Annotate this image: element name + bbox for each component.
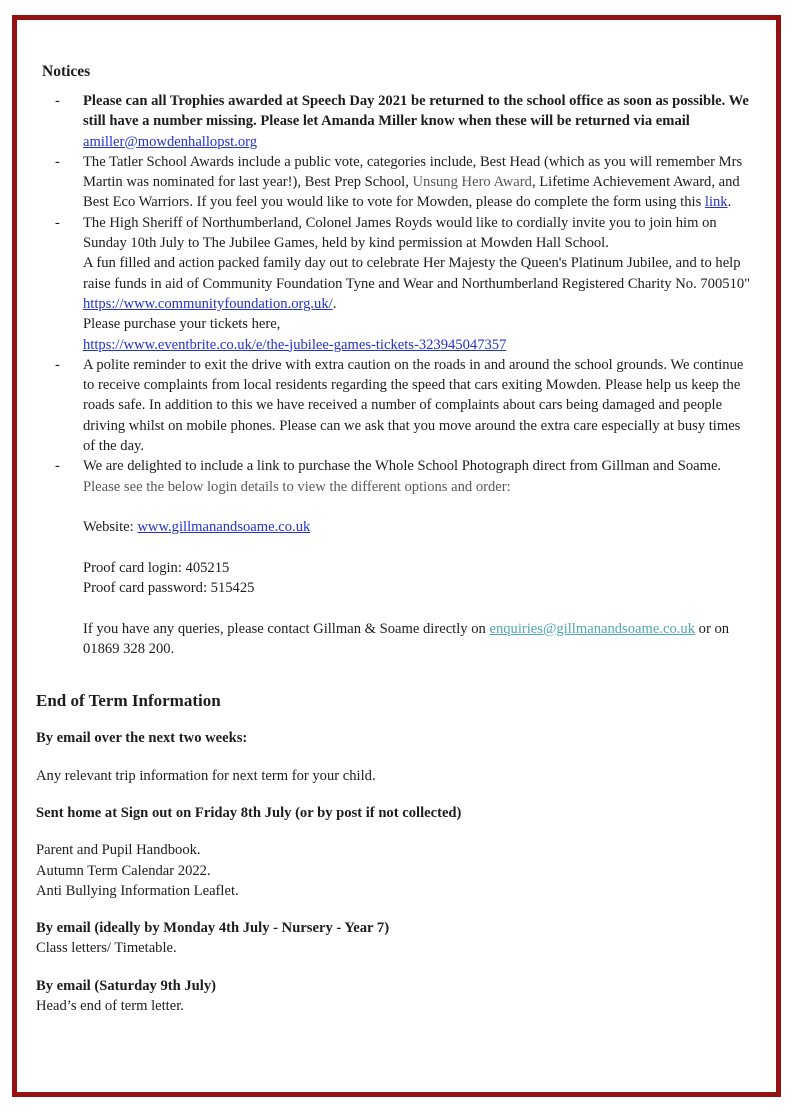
- vote-form-link[interactable]: link: [704, 194, 728, 211]
- notice-item-text: [83, 456, 754, 659]
- spacer: [83, 598, 754, 618]
- notice-item-tatler-awards: [36, 152, 754, 213]
- spacer: [83, 538, 754, 558]
- amiller-email-link[interactable]: amiller@mowdenhallopst.org: [83, 133, 258, 150]
- bullet-marker: -: [55, 356, 60, 373]
- notice-item-text: [83, 152, 754, 213]
- communityfoundation-link[interactable]: https://www.communityfoundation.org.uk/: [83, 295, 333, 312]
- purchase-tickets-text: Please purchase your tickets here,: [83, 316, 281, 333]
- sheriff-invite-text: The High Sheriff of Northumberland, Colonel James Royds would like to cordially invite you to join him on Sunday 10th July to The Jubilee Games, held by kind permission at Mowden Hall School.: [83, 214, 717, 252]
- sent-home-heading: Sent home at Sign out on Friday 8th July (or by post if not collected): [36, 804, 462, 821]
- tatler-text-2: , Lifetime Achievement Award, and Best Eco Warriors. If you feel you would like to vote for Mowden, please do complete the form using this: [83, 174, 740, 211]
- bullet-marker: -: [55, 214, 60, 231]
- tatler-period: .: [727, 194, 732, 211]
- notice-item-text: [83, 213, 754, 355]
- spacer: [83, 497, 754, 517]
- by-email-two-weeks-heading: By email over the next two weeks:: [36, 730, 248, 747]
- jubilee-description-text: A fun filled and action packed family day out to celebrate Her Majesty the Queen's Platinum Jubilee, and to help raise funds in aid of Community Foundation Tyne and Wear and Northumberland Registered Charity No. 700510": [83, 255, 751, 292]
- calendar-item: Autumn Term Calendar 2022.: [36, 862, 211, 879]
- gillmanandsoame-link[interactable]: www.gillmanandsoame.co.uk: [137, 519, 311, 536]
- anti-bullying-item: Anti Bullying Information Leaflet.: [36, 882, 239, 899]
- by-email-saturday-block: [36, 976, 754, 1017]
- login-details-text: Please see the below login details to view the different options and order:: [83, 478, 511, 495]
- driving-reminder-text: A polite reminder to exit the drive with extra caution on the roads in and around the school grounds. We continue to receive complaints from local residents regarding the speed that cars exiting Mowden. Please help us keep the roads safe. In addition to this we have received a number of complaints about cars being damaged and people driving whilst on mobile phones. Please can we ask that you move around the extra care especially at busy times of the day.: [83, 356, 744, 455]
- by-email-monday-block: [36, 918, 754, 959]
- enquiries-email-link[interactable]: enquiries@gillmanandsoame.co.uk: [489, 620, 696, 637]
- end-of-term-heading: End of Term Information: [36, 691, 221, 711]
- handbook-item: Parent and Pupil Handbook.: [36, 842, 201, 859]
- page-border-frame: [12, 15, 781, 1097]
- notice-item-jubilee-games: [36, 213, 754, 355]
- queries-text-1: If you have any queries, please contact Gillman & Soame directly on: [83, 620, 490, 637]
- website-line: [83, 517, 754, 537]
- by-email-monday-heading: By email (ideally by Monday 4th July - Nursery - Year 7): [36, 920, 390, 937]
- sent-home-items: [36, 840, 754, 901]
- proof-card-password: Proof card password: 515425: [83, 580, 255, 597]
- queries-line: [83, 619, 754, 660]
- proof-card-login: Proof card login: 405215: [83, 559, 230, 576]
- page-content: [17, 20, 776, 1016]
- heads-letter-text: Head’s end of term letter.: [36, 997, 184, 1014]
- notice-item-driving-reminder: [36, 355, 754, 456]
- bullet-marker: -: [55, 93, 60, 109]
- tatler-text-1: The Tatler School Awards include a public vote, categories include, Best Head (which as you will remember Mrs Martin was nominated for last year!), Best Prep School,: [83, 153, 743, 191]
- queries-text-2: or on 01869 328 200.: [83, 620, 730, 658]
- trophies-text: Please can all Trophies awarded at Speech Day 2021 be returned to the school office as soon as possible. We still have a number missing. Please let Amanda Miller know when these will be returned via email: [83, 93, 749, 130]
- website-label: Website:: [83, 519, 138, 536]
- unsung-hero-text: Unsung Hero Award: [412, 174, 532, 191]
- photograph-text: We are delighted to include a link to purchase the Whole School Photograph direct from Gillman and Soame.: [83, 458, 722, 475]
- bullet-marker: -: [55, 458, 60, 475]
- notices-heading: Notices: [42, 63, 91, 80]
- class-letters-text: Class letters/ Timetable.: [36, 940, 177, 957]
- bullet-marker: -: [55, 153, 60, 170]
- eventbrite-tickets-link[interactable]: https://www.eventbrite.co.uk/e/the-jubilee-games-tickets-323945047357: [83, 336, 507, 353]
- notice-item-trophies: [36, 91, 754, 152]
- by-email-saturday-heading: By email (Saturday 9th July): [36, 977, 216, 994]
- link-period: .: [332, 295, 337, 312]
- notice-item-school-photograph: [36, 456, 754, 659]
- notice-item-text: [83, 91, 754, 152]
- notice-item-text: [83, 355, 754, 456]
- trip-information-text: Any relevant trip information for next term for your child.: [36, 767, 376, 784]
